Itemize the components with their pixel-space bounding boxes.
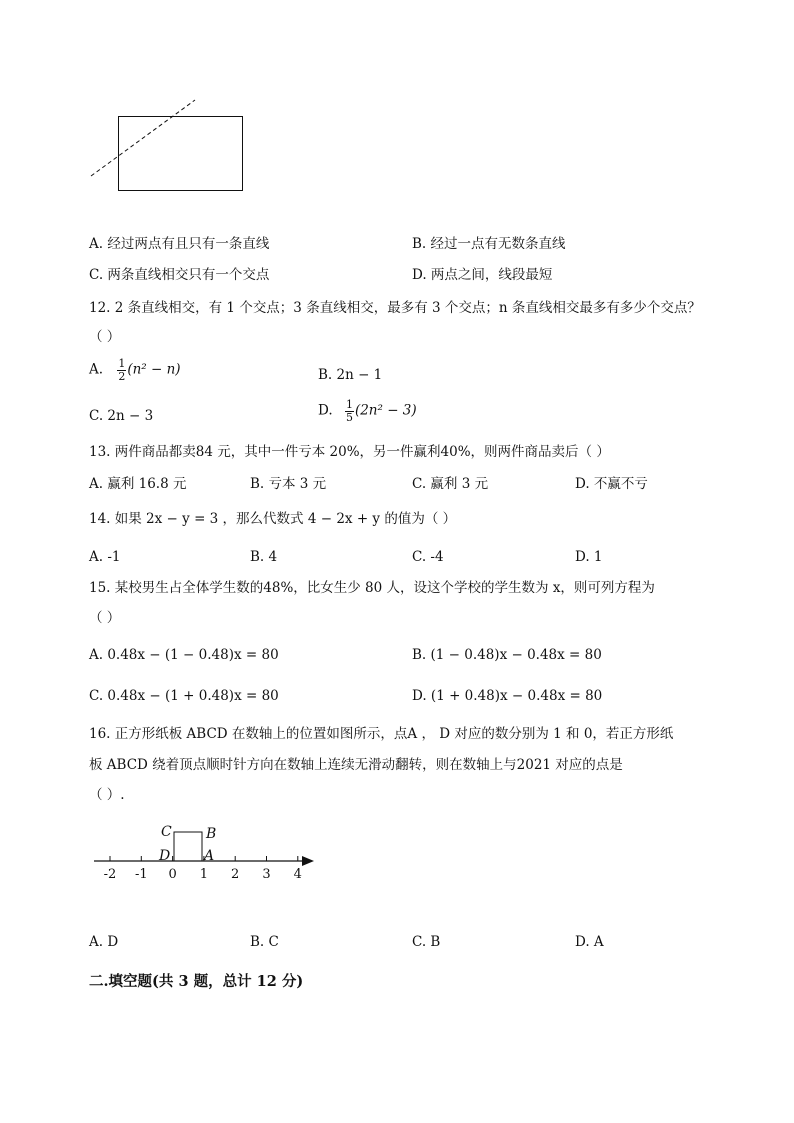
q16-option-a: A. D [89,934,119,950]
q14-option-c: C. -4 [412,549,444,565]
square-abcd [174,832,202,861]
tick-label: 3 [262,867,271,882]
tick-label: 1 [199,867,209,882]
q13-option-a: A. 赢利 16.8 元 [89,476,187,492]
q11-dashed-line [91,100,195,176]
q12-stem-line2: （ ） [89,329,121,345]
section-2-title: 二.填空题(共 3 题，总计 12 分) [89,973,304,990]
q11-figure [85,95,255,200]
number-line-arrow-icon [302,856,314,866]
q12-option-b: B. 2n − 1 [318,367,383,383]
tick-label: -2 [103,867,117,882]
q12-option-d-numerator: 1 [345,398,353,411]
q15-stem-line2: （ ） [89,610,121,626]
q16-stem-line3: （ ）. [89,787,125,803]
q12-option-a-expression: (n² − n) [127,361,181,378]
q16-option-c: C. B [412,934,441,950]
vertex-label-d: D [159,848,171,864]
q15-option-d: D. (1 + 0.48)x − 0.48x = 80 [412,688,603,704]
q15-option-b: B. (1 − 0.48)x − 0.48x = 80 [412,647,602,663]
q15-option-a: A. 0.48x − (1 − 0.48)x = 80 [89,647,279,663]
q16-stem-line2: 板 ABCD 绕着顶点顺时针方向在数轴上连续无滑动翻转，则在数轴上与2021 对应的点是 [89,757,623,773]
q14-stem: 14. 如果 2x − y = 3 ，那么代数式 4 − 2x + y 的值为（ ） [89,511,457,527]
vertex-label-b: B [206,826,217,842]
number-line-ticks [104,856,302,882]
q11-option-d: D. 两点之间，线段最短 [412,267,553,283]
q11-option-b: B. 经过一点有无数条直线 [412,236,566,252]
q11-option-a: A. 经过两点有且只有一条直线 [89,236,270,252]
tick-label: -1 [134,867,148,882]
q12-option-a-label: A. [89,361,104,378]
q11-option-c: C. 两条直线相交只有一个交点 [89,267,270,283]
q16-option-b: B. C [250,934,279,950]
vertex-label-c: C [161,824,172,840]
q12-option-d-denominator: 5 [345,410,353,424]
q15-option-c: C. 0.48x − (1 + 0.48)x = 80 [89,688,279,704]
q14-option-d: D. 1 [575,549,603,565]
q12-option-a-fraction [117,358,126,382]
q16-option-d: D. A [575,934,604,950]
q12-option-d-fraction [345,399,354,423]
q12-option-d-expression: (2n² − 3) [354,402,417,419]
q12-stem-line1: 12. 2 条直线相交，有 1 个交点；3 条直线相交，最多有 3 个交点；n 条直线相交最多有多少个交点？ [89,300,701,316]
vertex-label-a: A [204,848,215,864]
q11-rectangle [119,117,243,191]
q14-option-a: A. -1 [89,549,121,565]
q12-option-c: C. 2n − 3 [89,408,154,424]
tick-label: 0 [168,867,177,882]
q13-option-d: D. 不赢不亏 [575,476,648,492]
q12-option-d [318,399,417,423]
q12-option-a-denominator: 2 [118,369,126,383]
q12-option-d-label: D. [318,402,333,419]
q16-number-line-figure [88,818,323,886]
q15-stem-line1: 15. 某校男生占全体学生数的48%，比女生少 80 人，设这个学校的学生数为 x，则可列方程为 [89,580,655,596]
q13-option-b: B. 亏本 3 元 [250,476,327,492]
q12-option-a [89,358,181,382]
q16-stem-line1: 16. 正方形纸板 ABCD 在数轴上的位置如图所示，点A ， D 对应的数分别为 1 和 0，若正方形纸 [89,726,674,742]
q14-option-b: B. 4 [250,549,278,565]
q12-option-a-numerator: 1 [118,357,126,370]
q13-stem: 13. 两件商品都卖84 元，其中一件亏本 20%，另一件赢利40%，则两件商品卖后（ ） [89,444,610,460]
tick-label: 4 [293,867,302,882]
tick-label: 2 [231,867,240,882]
q13-option-c: C. 赢利 3 元 [412,476,489,492]
